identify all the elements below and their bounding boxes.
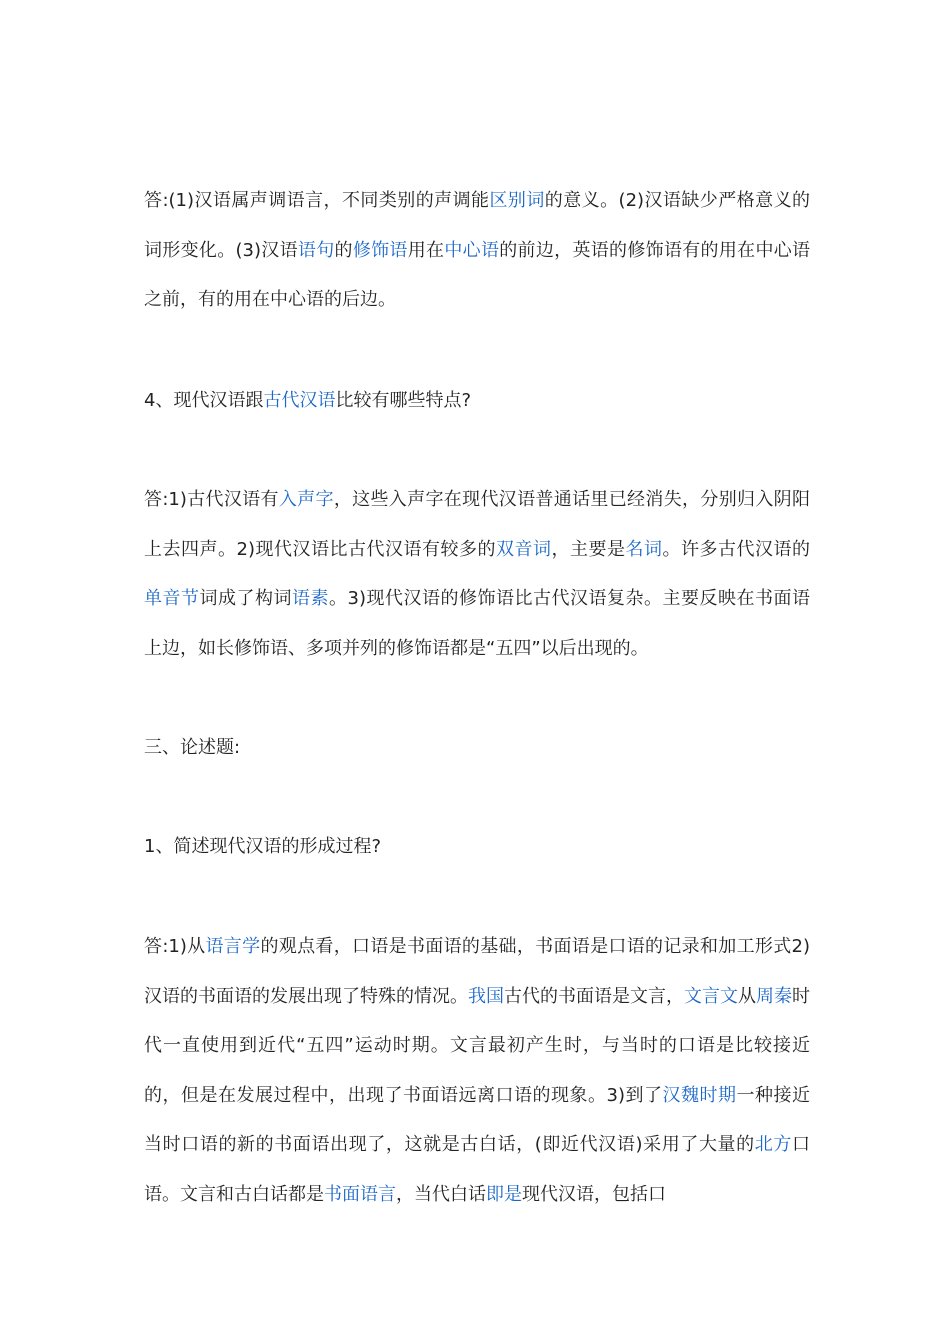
keyword-link[interactable]: 文言文 (684, 985, 738, 1007)
keyword-link[interactable]: 语言学 (205, 936, 261, 957)
keyword-link[interactable]: 中心语 (444, 239, 500, 261)
text-run: 答:1)古代汉语有 (144, 489, 279, 510)
keyword-link[interactable]: 双音词 (495, 538, 552, 560)
text-run: ，这些入声字在现代汉语普通话里已经消失，分别归入阴阳上去四声。2)现代汉语比古代汉语有较多的 (144, 489, 811, 560)
text-run: 三、论述题: (144, 737, 241, 758)
keyword-link[interactable]: 周秦 (756, 985, 792, 1007)
answer-paragraph-1 (144, 176, 810, 325)
keyword-link[interactable]: 书面语言 (324, 1183, 396, 1205)
text-run: 古代的书面语是文言， (504, 985, 684, 1007)
keyword-link[interactable]: 修饰语 (352, 239, 408, 261)
keyword-link[interactable]: 语素 (292, 588, 330, 609)
keyword-link[interactable]: 北方 (754, 1134, 793, 1155)
question-4 (144, 376, 810, 426)
text-run: 的 (334, 239, 353, 261)
keyword-link[interactable]: 入声字 (278, 489, 334, 510)
keyword-link[interactable]: 名词 (625, 538, 663, 560)
text-run: 一种接近当时口语的新的书面语出现了，这就是古白话，(即近代汉语)采用了大量的 (144, 1084, 811, 1155)
keyword-link[interactable]: 汉魏时期 (662, 1084, 737, 1106)
text-run: 的前边，英语的修饰语有的用在中心语之前，有的用在中心语的后边。 (144, 239, 811, 310)
keyword-link[interactable]: 古代汉语 (263, 390, 336, 411)
text-run: ，主要是 (551, 538, 626, 560)
text-run: 现代汉语，包括口 (522, 1183, 666, 1205)
text-run: 的意义。(2)汉语缺少严格意义的词形变化。(3)汉语 (144, 190, 811, 261)
text-run: 答:(1)汉语属声调语言，不同类别的声调能 (144, 190, 490, 211)
text-run: 比较有哪些特点? (335, 390, 472, 411)
text-run: 口语。文言和古白话都是 (144, 1134, 811, 1205)
text-run: 从 (738, 985, 756, 1007)
section-heading-essay (144, 723, 810, 773)
text-run: 的观点看，口语是书面语的基础，书面语是口语的记录和加工形式2)汉语的书面语的发展出现了特殊的情况。 (144, 936, 810, 1007)
text-run: 答:1)从 (144, 936, 206, 957)
text-run: 4、现代汉语跟 (144, 390, 264, 411)
keyword-link[interactable]: 即是 (486, 1183, 522, 1205)
text-run: 用在 (407, 239, 445, 261)
answer-paragraph-4 (144, 475, 810, 673)
text-run: 1、简述现代汉语的形成过程? (144, 836, 382, 857)
text-run: 词成了构词 (199, 588, 293, 609)
text-run: 。3)现代汉语的修饰语比古代汉语复杂。主要反映在书面语上边，如长修饰语、多项并列的修饰语都是“五四”以后出现的。 (144, 588, 811, 659)
text-run: ，当代白话 (396, 1183, 486, 1205)
keyword-link[interactable]: 区别词 (489, 190, 545, 211)
keyword-link[interactable]: 我国 (468, 985, 504, 1007)
keyword-link[interactable]: 单音节 (144, 588, 200, 609)
essay-question-1 (144, 822, 810, 872)
keyword-link[interactable]: 语句 (297, 239, 335, 261)
text-run: 时代一直使用到近代“五四”运动时期。文言最初产生时，与当时的口语是比较接近的，但是在发展过程中，出现了书面语远离口语的现象。3)到了 (144, 985, 810, 1106)
essay-answer-1 (144, 922, 810, 1219)
text-run: 。许多古代汉语的 (662, 538, 811, 560)
